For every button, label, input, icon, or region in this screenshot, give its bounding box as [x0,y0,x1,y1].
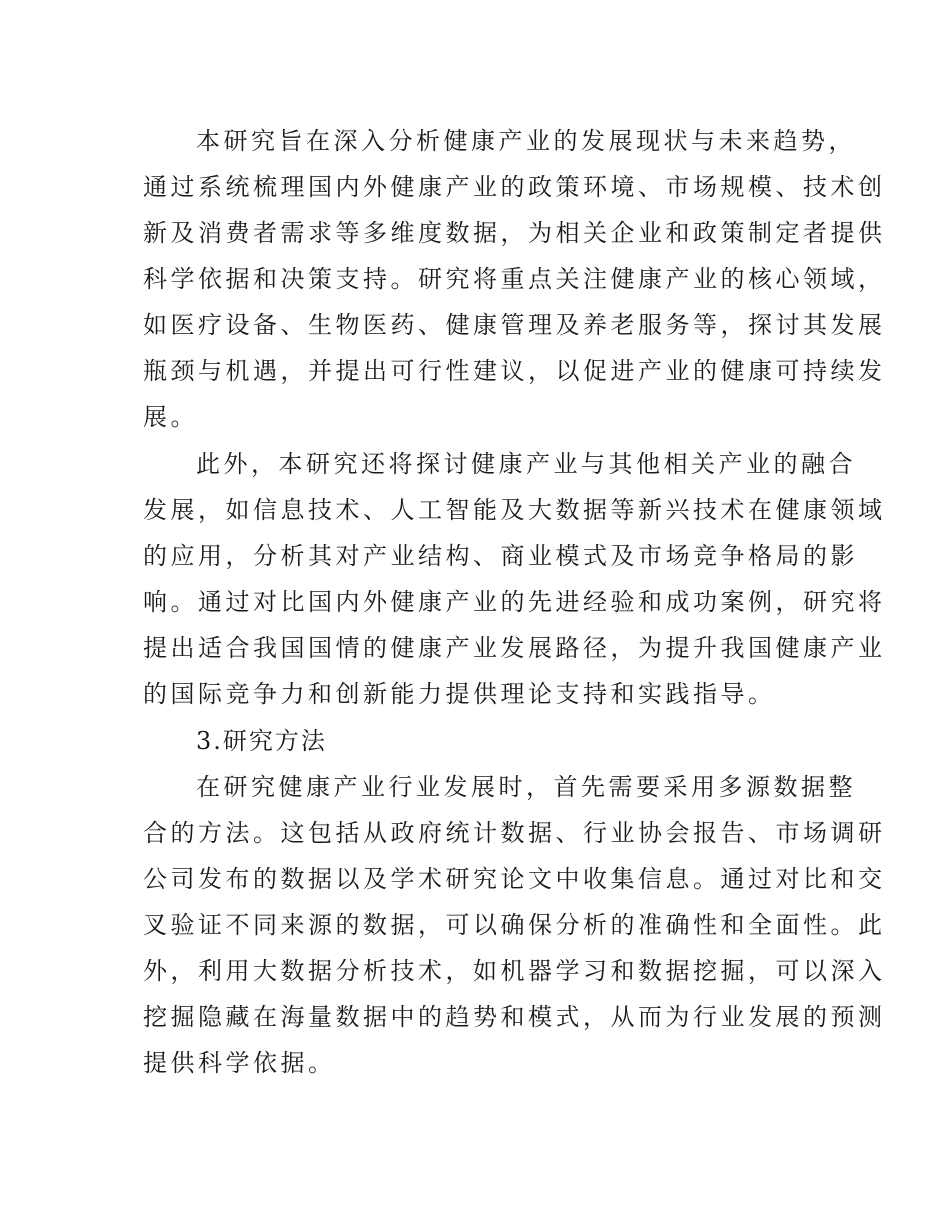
paragraph-line: 瓶颈与机遇，并提出可行性建议，以促进产业的健康可持续发 [143,357,886,385]
paragraph-line: 公司发布的数据以及学术研究论文中收集信息。通过对比和交 [143,865,886,893]
paragraph-line: 发展，如信息技术、人工智能及大数据等新兴技术在健康领域 [143,496,886,524]
paragraph-line: 的应用，分析其对产业结构、商业模式及市场竞争格局的影 [143,542,858,570]
paragraph-line: 外，利用大数据分析技术，如机器学习和数据挖掘，可以深入 [143,957,886,985]
paragraph-line: 科学依据和决策支持。研究将重点关注健康产业的核心领域， [143,265,886,293]
paragraph-line: 展。 [143,403,198,431]
paragraph-line: 的国际竞争力和创新能力提供理论支持和实践指导。 [143,680,776,708]
paragraph-line: 叉验证不同来源的数据，可以确保分析的准确性和全面性。此 [143,911,886,939]
paragraph-line: 合的方法。这包括从政府统计数据、行业协会报告、市场调研 [143,819,886,847]
paragraph-line: 提出适合我国国情的健康产业发展路径，为提升我国健康产业 [143,634,886,662]
paragraph-line: 如医疗设备、生物医药、健康管理及养老服务等，探讨其发展 [143,311,886,339]
section-heading: 3.研究方法 [196,727,327,755]
paragraph-line: 响。通过对比国内外健康产业的先进经验和成功案例，研究将 [143,588,886,616]
paragraph-line: 在研究健康产业行业发展时，首先需要采用多源数据整 [196,773,856,801]
paragraph-line: 本研究旨在深入分析健康产业的发展现状与未来趋势， [196,127,856,155]
paragraph-line: 提供科学依据。 [143,1049,336,1077]
paragraph-line: 此外，本研究还将探讨健康产业与其他相关产业的融合 [196,450,856,478]
paragraph-line: 通过系统梳理国内外健康产业的政策环境、市场规模、技术创 [143,173,886,201]
paragraph-line: 新及消费者需求等多维度数据，为相关企业和政策制定者提供 [143,219,886,247]
paragraph-line: 挖掘隐藏在海量数据中的趋势和模式，从而为行业发展的预测 [143,1003,886,1031]
